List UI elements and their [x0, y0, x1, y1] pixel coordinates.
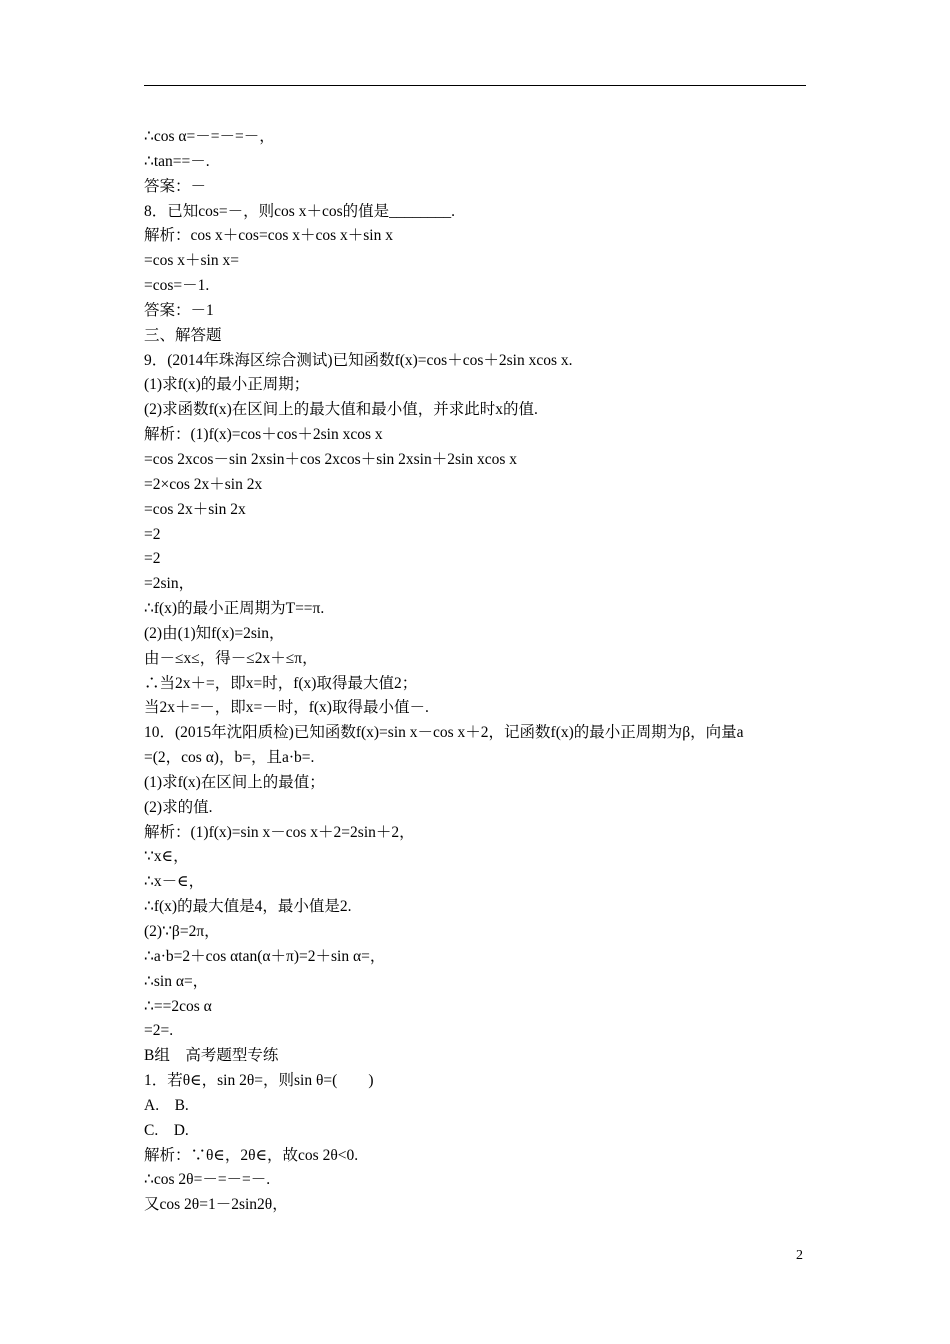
text-line: =(2，cos α)，b=，且a·b=. [144, 749, 315, 767]
answer-line: 答案：－ [144, 177, 207, 195]
choice-line: C. D. [144, 1121, 189, 1139]
question-10: 10．(2015年沈阳质检)已知函数f(x)=sin x－cos x＋2，记函数f(x)的最小正周期为β，向量a [144, 724, 744, 742]
page-number: 2 [796, 1248, 803, 1263]
text-line: ∴cos 2θ=－=－=－. [144, 1171, 271, 1189]
text-line: 当2x＋=－，即x=－时，f(x)取得最小值－. [144, 699, 429, 717]
text-line: (1)求f(x)在区间上的最值； [144, 773, 325, 791]
text-line: =2×cos 2x＋sin 2x [144, 475, 263, 493]
text-line: ∴a·b=2＋cos αtan(α＋π)=2＋sin α=， [144, 947, 386, 965]
section-heading: B组 高考题型专练 [144, 1047, 279, 1065]
text-line: =cos x＋sin x= [144, 252, 239, 270]
question-8: 8．已知cos=－，则cos x＋cos的值是________. [144, 202, 455, 220]
text-line: 又cos 2θ=1－2sin2θ， [144, 1196, 288, 1214]
text-line: 由－≤x≤，得－≤2x＋≤π， [144, 649, 318, 667]
solution-line: 解析：(1)f(x)=sin x－cos x＋2=2sin＋2， [144, 823, 415, 841]
text-line: ∴cos α=－=－=－， [144, 128, 275, 145]
text-line: ∴f(x)的最大值是4，最小值是2. [144, 898, 352, 916]
text-line: (2)求的值. [144, 798, 213, 816]
document-body [144, 125, 808, 1218]
question-1: 1．若θ∈，sin 2θ=，则sin θ=( ) [144, 1072, 374, 1090]
text-line: =cos 2x＋sin 2x [144, 500, 246, 518]
text-line: =2 [144, 550, 161, 568]
answer-line: 答案：－1 [144, 301, 214, 319]
text-line: (2)∵β=2π， [144, 923, 220, 940]
question-9: 9．(2014年珠海区综合测试)已知函数f(x)=cos＋cos＋2sin xcos x. [144, 351, 573, 369]
text-line: ∴sin α=， [144, 972, 209, 990]
solution-line: 解析：(1)f(x)=cos＋cos＋2sin xcos x [144, 426, 383, 444]
section-heading: 三、解答题 [144, 326, 222, 344]
text-line: ∴==2cos α [144, 997, 212, 1015]
header-rule [144, 85, 806, 86]
text-line: ∴当2x＋=，即x=时，f(x)取得最大值2； [144, 674, 418, 692]
text-line: =cos=－1. [144, 277, 210, 295]
text-line: (1)求f(x)的最小正周期； [144, 376, 310, 394]
solution-line: 解析：∵θ∈，2θ∈，故cos 2θ<0. [144, 1146, 359, 1164]
text-line: ∴tan==－. [144, 152, 210, 170]
text-line: =2 [144, 525, 161, 543]
text-line: =cos 2xcos－sin 2xsin＋cos 2xcos＋sin 2xsin＋2sin xcos x [144, 450, 517, 468]
text-line: ∵x∈， [144, 848, 189, 866]
text-line: ∴x－∈， [144, 873, 205, 891]
text-line: ∴f(x)的最小正周期为T==π. [144, 600, 325, 618]
text-line: =2sin， [144, 575, 195, 593]
text-line: (2)由(1)知f(x)=2sin， [144, 624, 285, 642]
text-line: =2=. [144, 1022, 174, 1040]
text-line: (2)求函数f(x)在区间上的最大值和最小值，并求此时x的值. [144, 401, 538, 419]
solution-line: 解析：cos x＋cos=cos x＋cos x＋sin x [144, 227, 393, 245]
choice-line: A. B. [144, 1096, 189, 1114]
